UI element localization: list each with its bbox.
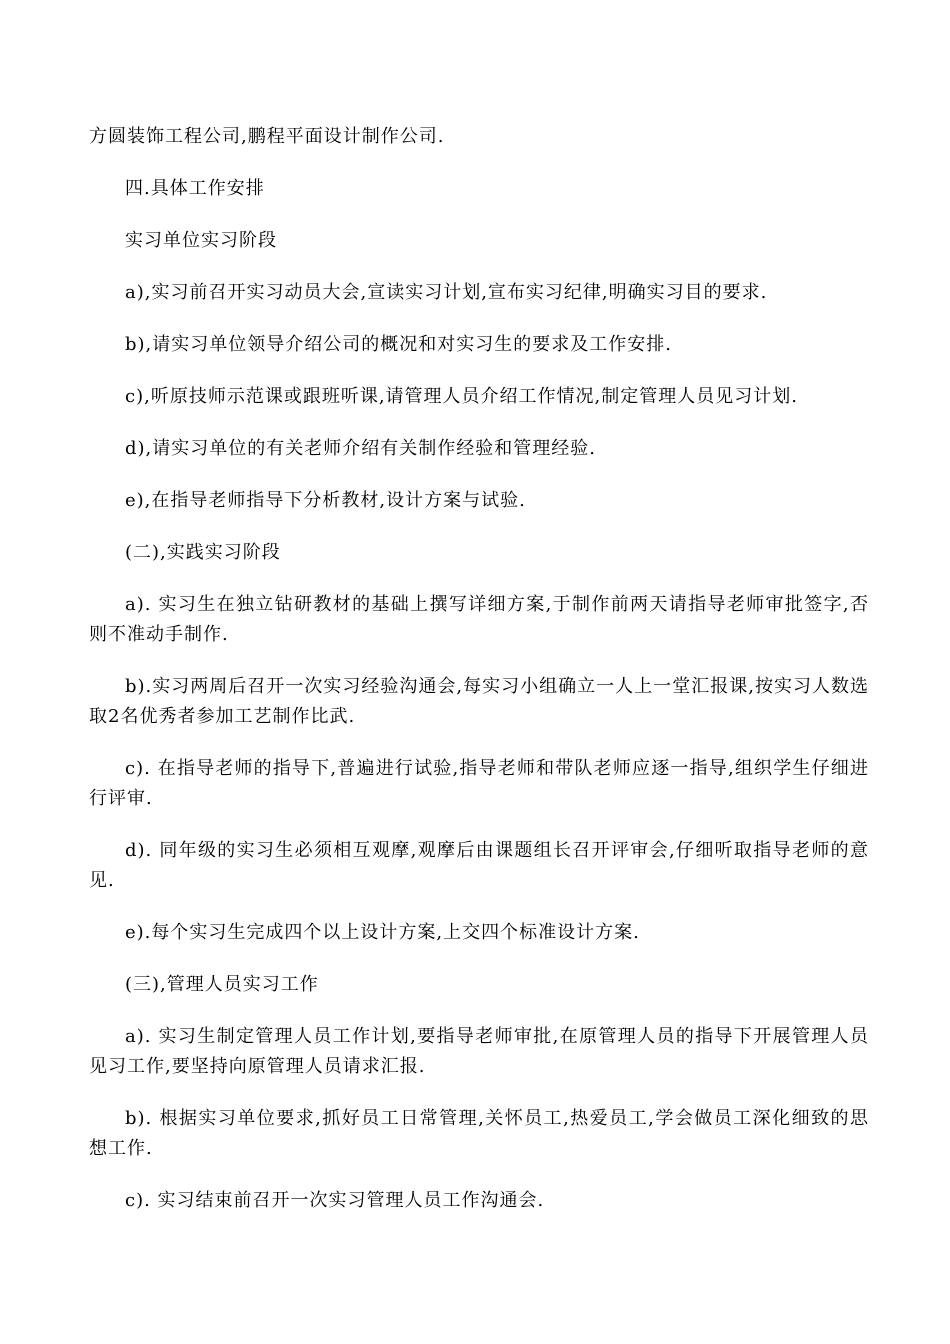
paragraph-3a: a). 实习生制定管理人员工作计划,要指导老师审批,在原管理人员的指导下开展管理人员见习工作,要坚持向原管理人员请求汇报. [89,1026,869,1077]
subheading-practice-stage: (二),实践实习阶段 [125,542,281,563]
subheading-management-work: (三),管理人员实习工作 [125,974,319,995]
subheading-internship-stage: 实习单位实习阶段 [125,230,277,251]
paragraph-3b: b). 根据实习单位要求,抓好员工日常管理,关怀员工,热爱员工,学会做员工深化细致的思想工作. [89,1108,869,1159]
paragraph-2e: e).每个实习生完成四个以上设计方案,上交四个标准设计方案. [125,922,640,943]
paragraph-1d: d),请实习单位的有关老师介绍有关制作经验和管理经验. [125,438,596,459]
paragraph-2c: c). 在指导老师的指导下,普遍进行试验,指导老师和带队老师应逐一指导,组织学生仔细进行评审. [89,758,869,809]
paragraph-company-list: 方圆装饰工程公司,鹏程平面设计制作公司. [89,126,445,147]
paragraph-2a: a). 实习生在独立钻研教材的基础上撰写详细方案,于制作前两天请指导老师审批签字,否则不准动手制作. [89,594,869,645]
paragraph-1b: b),请实习单位领导介绍公司的概况和对实习生的要求及工作安排. [125,334,672,355]
section-heading-work-arrangement: 四.具体工作安排 [125,178,265,199]
document-body [89,122,869,1238]
paragraph-1c: c),听原技师示范课或跟班听课,请管理人员介绍工作情况,制定管理人员见习计划. [125,386,798,407]
paragraph-1e: e),在指导老师指导下分析教材,设计方案与试验. [125,490,526,511]
paragraph-2d: d). 同年级的实习生必须相互观摩,观摩后由课题组长召开评审会,仔细听取指导老师的意见. [89,840,869,891]
paragraph-3c: c). 实习结束前召开一次实习管理人员工作沟通会. [125,1190,545,1211]
paragraph-1a: a),实习前召开实习动员大会,宣读实习计划,宣布实习纪律,明确实习目的要求. [125,282,768,303]
paragraph-2b: b).实习两周后召开一次实习经验沟通会,每实习小组确立一人上一堂汇报课,按实习人数选取2名优秀者参加工艺制作比武. [89,676,869,727]
